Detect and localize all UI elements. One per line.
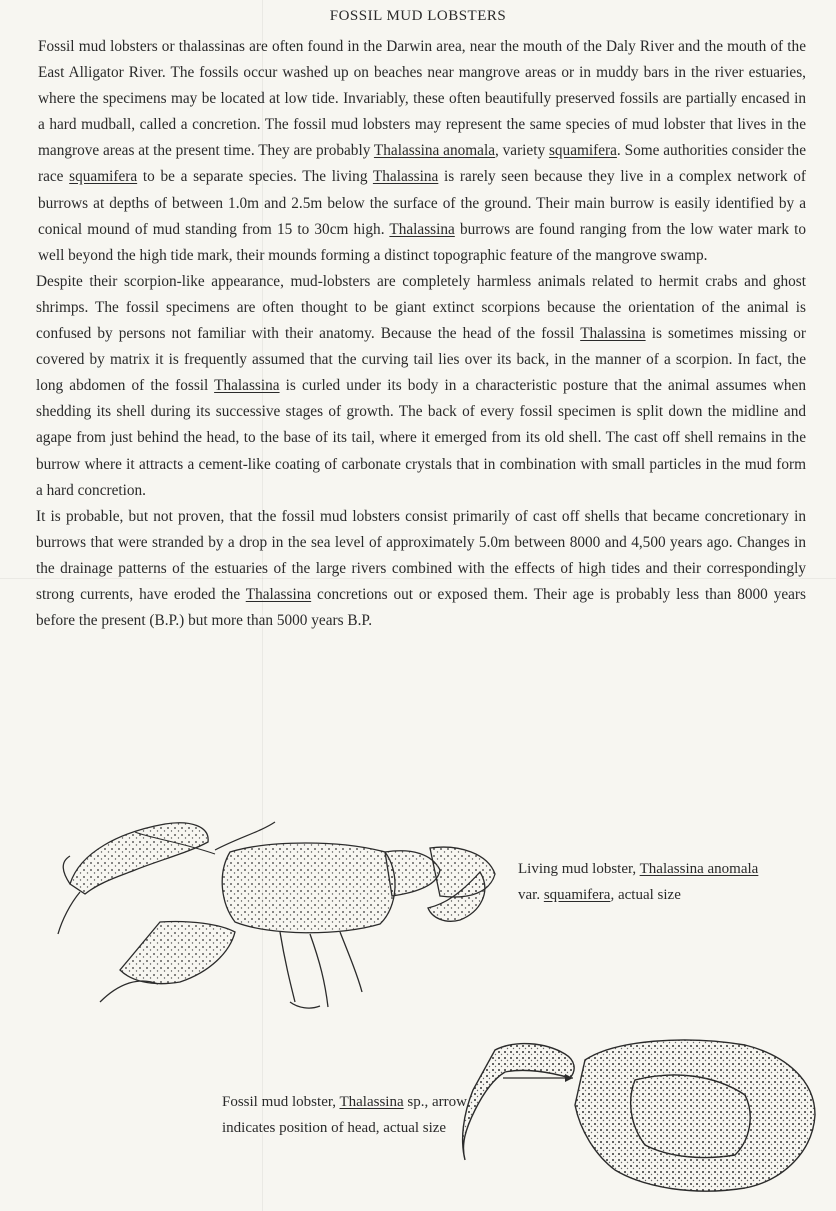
text-run: , actual size (610, 887, 681, 903)
text-run: , variety (494, 142, 549, 160)
text-run: Fossil mud lobsters or thalassinas are often found in the Darwin area, near the mouth of the Daly River and the mouth of the East Alligator River. The fossils occur washed up on beaches near mangrove areas or in muddy bars in the river estuaries, where the specimens may be located at low tide. Invariably, these often beautifully preserved fossils are partially encased in a hard mudball, called a concretion. The fossil mud lobsters may represent the same species of mud lobster that lives in the mangrove areas at the present time. They are probably (38, 38, 806, 160)
text-run: to be a separate species. The living (137, 168, 373, 186)
taxon-name: Thalassina anomala (639, 861, 759, 877)
taxon-name: Thalassina anomala (373, 142, 495, 160)
text-run: Living mud lobster, (518, 861, 640, 877)
text-run: burrows are found ranging from the low water mark to well beyond the high tide mark, their mounds forming a distinct topographic feature of the mangrove swamp. (38, 220, 806, 264)
taxon-name: Thalassina (372, 168, 439, 186)
taxon-name: Thalassina (339, 1094, 404, 1110)
text-run: sp., arrow indicates position of head, actual size (222, 1094, 467, 1136)
text-run: is rarely seen because they live in a complex network of burrows at depths of between 1.0m and 2.5m below the surface of the ground. Their main burrow is easily identified by a conical mound of mud standing from 15 to 30cm high. (38, 168, 806, 238)
text-run: is sometimes missing or covered by matrix it is frequently assumed that the curving tail lies over its back, in the manner of a scorpion. In fact, the long abdomen of the fossil (36, 325, 806, 395)
text-run: Fossil mud lobster, (222, 1094, 340, 1110)
text-run: . Some authorities consider the race (38, 142, 806, 186)
taxon-name: Thalassina (580, 325, 646, 343)
text-run: is curled under its body in a characteristic posture that the animal assumes when shedding its shell during its successive stages of growth. The back of every fossil specimen is split down the midline and agape from just behind the head, to the base of its tail, where it emerged from its old shell. The cast off shell remains in the burrow where it attracts a cement-like coating of carbonate crystals that in combination with small particles in the mud form a hard concretion. (36, 377, 806, 499)
text-run: It is probable, but not proven, that the fossil mud lobsters consist primarily of cast off shells that became concretionary in burrows that were stranded by a drop in the sea level of approximately 5.0m between 8000 and 4,500 years ago. Changes in the drainage patterns of the estuaries of the large rivers combined with the effects of high tides and their correspondingly strong currents, have eroded the (36, 507, 806, 603)
living-lobster-caption (518, 856, 780, 908)
fossil-lobster-caption (222, 1089, 482, 1141)
taxon-name: squamifera (69, 168, 138, 186)
taxon-name: Thalassina (214, 377, 280, 395)
taxon-name: squamifera (548, 142, 617, 160)
article-body (38, 34, 806, 634)
paragraph-1 (38, 34, 806, 269)
paragraph-2 (36, 269, 806, 504)
taxon-name: Thalassina (389, 220, 455, 238)
taxon-name: Thalassina (245, 585, 312, 603)
fossil-mud-lobster-drawing (455, 1020, 825, 1200)
text-run: Despite their scorpion-like appearance, mud-lobsters are completely harmless animals related to hermit crabs and ghost shrimps. The fossil specimens are often thought to be giant extinct scorpions because the orientation of the animal is confused by persons not familiar with their anatomy. Because the head of the fossil (36, 272, 806, 343)
page-title: FOSSIL MUD LOBSTERS (329, 8, 507, 24)
text-run: concretions out or exposed them. Their age is probably less than 8000 years before the present (B.P.) but more than 5000 years B.P. (36, 585, 806, 630)
text-run: var. (518, 887, 544, 903)
living-mud-lobster-drawing (40, 812, 510, 1032)
paragraph-3 (36, 504, 806, 634)
taxon-name: squamifera (543, 887, 611, 903)
